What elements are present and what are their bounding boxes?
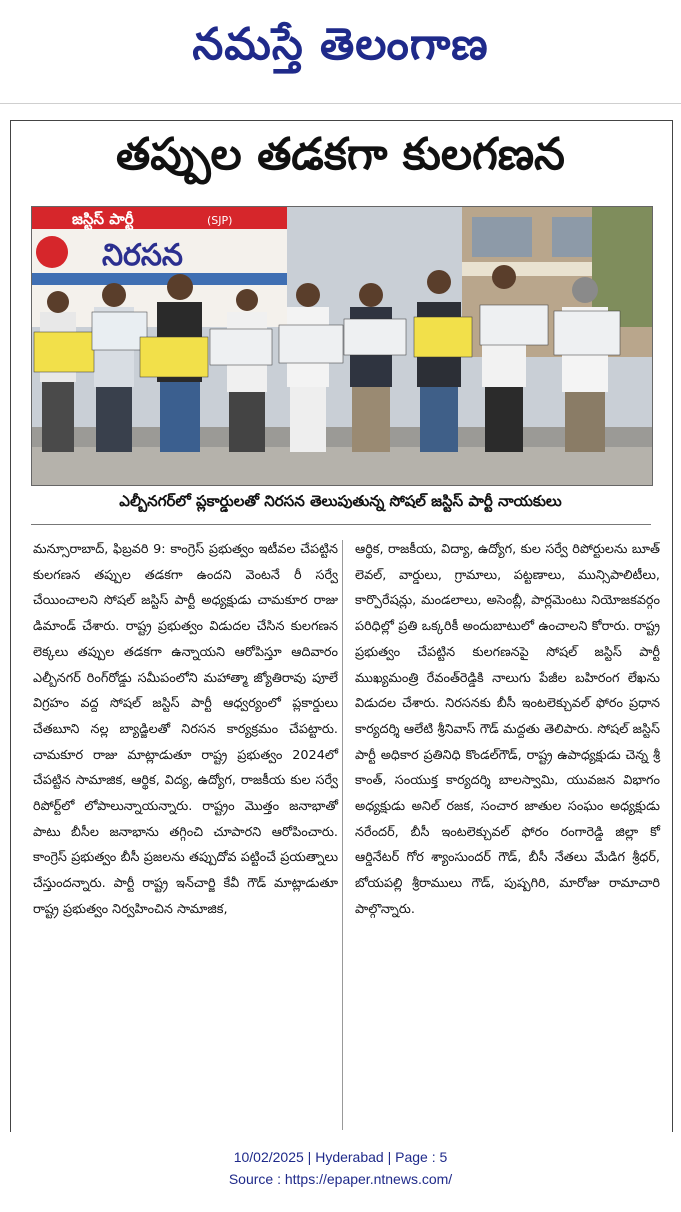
article-column-right <box>355 537 660 923</box>
footer-source: Source : https://epaper.ntnews.com/ <box>228 1171 453 1187</box>
caption-divider <box>31 524 651 525</box>
masthead <box>0 0 681 100</box>
banner-party-tag: (SJP) <box>207 214 233 227</box>
banner-party-name: జస్టిస్ పార్టీ <box>72 210 134 228</box>
article-column-left <box>33 537 338 923</box>
footer-date-edition: 10/02/2025 | Hyderabad | Page : 5 <box>233 1149 448 1165</box>
photo-caption: ఎల్బీనగర్‌లో ప్లకార్డులతో నిరసన తెలుపుతున్న సోషల్ జస్టిస్ పార్టీ నాయకులు <box>119 492 562 510</box>
article-headline: తప్పుల తడకగా కులగణన <box>116 128 565 180</box>
article-body-right: ఆర్థిక, రాజకీయ, విద్యా, ఉద్యోగ, కుల సర్వే రిపోర్టులను బూత్ లెవల్, వార్డులు, గ్రామాలు, పట్టణాలు, మున్సిపాలిటీలు, కార్పొరేషన్లు, మండలాలు, అసెంబ్లీ, పార్లమెంటు నియోజకవర్గం పరిధిల్లో ప్రతి ఒక్కరికీ అందుబాటులో ఉంచాలని కోరారు. రాష్ట్ర ప్రభుత్వం చేపట్టిన కులగణనపై సోషల్ జస్టిస్ పార్టీ ముఖ్యమంత్రి రేవంత్‌రెడ్డికి నాలుగు పేజీల బహిరంగ లేఖను విడుదల చేశారు. నిరసనకు బీసీ ఇంటలెక్చువల్ ఫోరం ప్రధాన కార్యదర్శి ఆలేటి శ్రీనివాస్ గౌడ్ మద్దతు తెలిపారు. సోషల్ జస్టిస్ పార్టీ అధికార ప్రతినిధి కొండల్‌గౌడ్, రాష్ట్ర ఉపాధ్యక్షుడు చెన్న శ్రీ కాంత్, సంయుక్త కార్యదర్శి బాలస్వామి, యువజన విభాగం అధ్యక్షుడు అనిల్ రజక, సంచార జాతుల సంఘం అధ్యక్షుడు నరేందర్, బీసీ ఇంటలెక్చువల్ ఫోరం రంగారెడ్డి జిల్లా కో ఆర్డినేటర్ గోర శ్యాంసుందర్ గౌడ్, బీసీ నేతలు మేడిగ శ్రీధర్, బోయపల్లి శ్రీరాములు గౌడ్, పుష్పగిరి, మారోజు రామాచారి పాల్గొన్నారు. <box>355 542 660 917</box>
masthead-divider <box>0 103 681 104</box>
banner-title: నిరసన <box>102 238 183 273</box>
article-photo <box>31 206 653 486</box>
newspaper-logo: నమస్తే తెలంగాణ <box>192 19 489 70</box>
page-footer <box>0 1146 681 1190</box>
article-body-left: మన్సూరాబాద్, ఫిబ్రవరి 9: కాంగ్రెస్ ప్రభుత్వం ఇటీవల చేపట్టిన కులగణన తప్పుల తడకగా ఉందని వెంటనే రీ సర్వే చేయించాలని సోషల్ జస్టిస్ పార్టీ అధ్యక్షుడు చామకూర రాజు డిమాండ్ చేశారు. రాష్ట్ర ప్రభుత్వం విడుదల చేసిన కులగణన లెక్కలు తప్పుల తడకగా ఉన్నాయని ఆరోపిస్తూ ఆదివారం ఎల్బీనగర్ రింగ్‌రోడ్డు సమీపంలోని మహాత్మా జ్యోతిరావు పూలే విగ్రహం వద్ద సోషల్ జస్టిస్ పార్టీ ఆధ్వర్యంలో ప్లకార్డులు చేతబూని నల్ల బ్యాడ్జిలతో నిరసన కార్యక్రమం చేపట్టారు. చామకూర రాజు మాట్లాడుతూ రాష్ట్ర ప్రభుత్వం 2024లో చేపట్టిన సామాజిక, ఆర్థిక, విద్య, ఉద్యోగ, రాజకీయ కుల సర్వే రిపోర్ట్‌లో లోపాలున్నాయన్నారు. రాష్ట్రం మొత్తం జనాభాతో పాటు బీసీల జనాభాను తగ్గించి చూపారని ఆరోపించారు. కాంగ్రెస్ ప్రభుత్వం బీసీ ప్రజలను తప్పుదోవ పట్టించే ప్రయత్నాలు చేస్తుందన్నారు. పార్టీ రాష్ట్ర ఇన్‌చార్జి కేవీ గౌడ్ మాట్లాడుతూ రాష్ట్ర ప్రభుత్వం నిర్వహించిన సామాజిక, <box>33 542 338 917</box>
column-divider <box>342 540 343 1130</box>
